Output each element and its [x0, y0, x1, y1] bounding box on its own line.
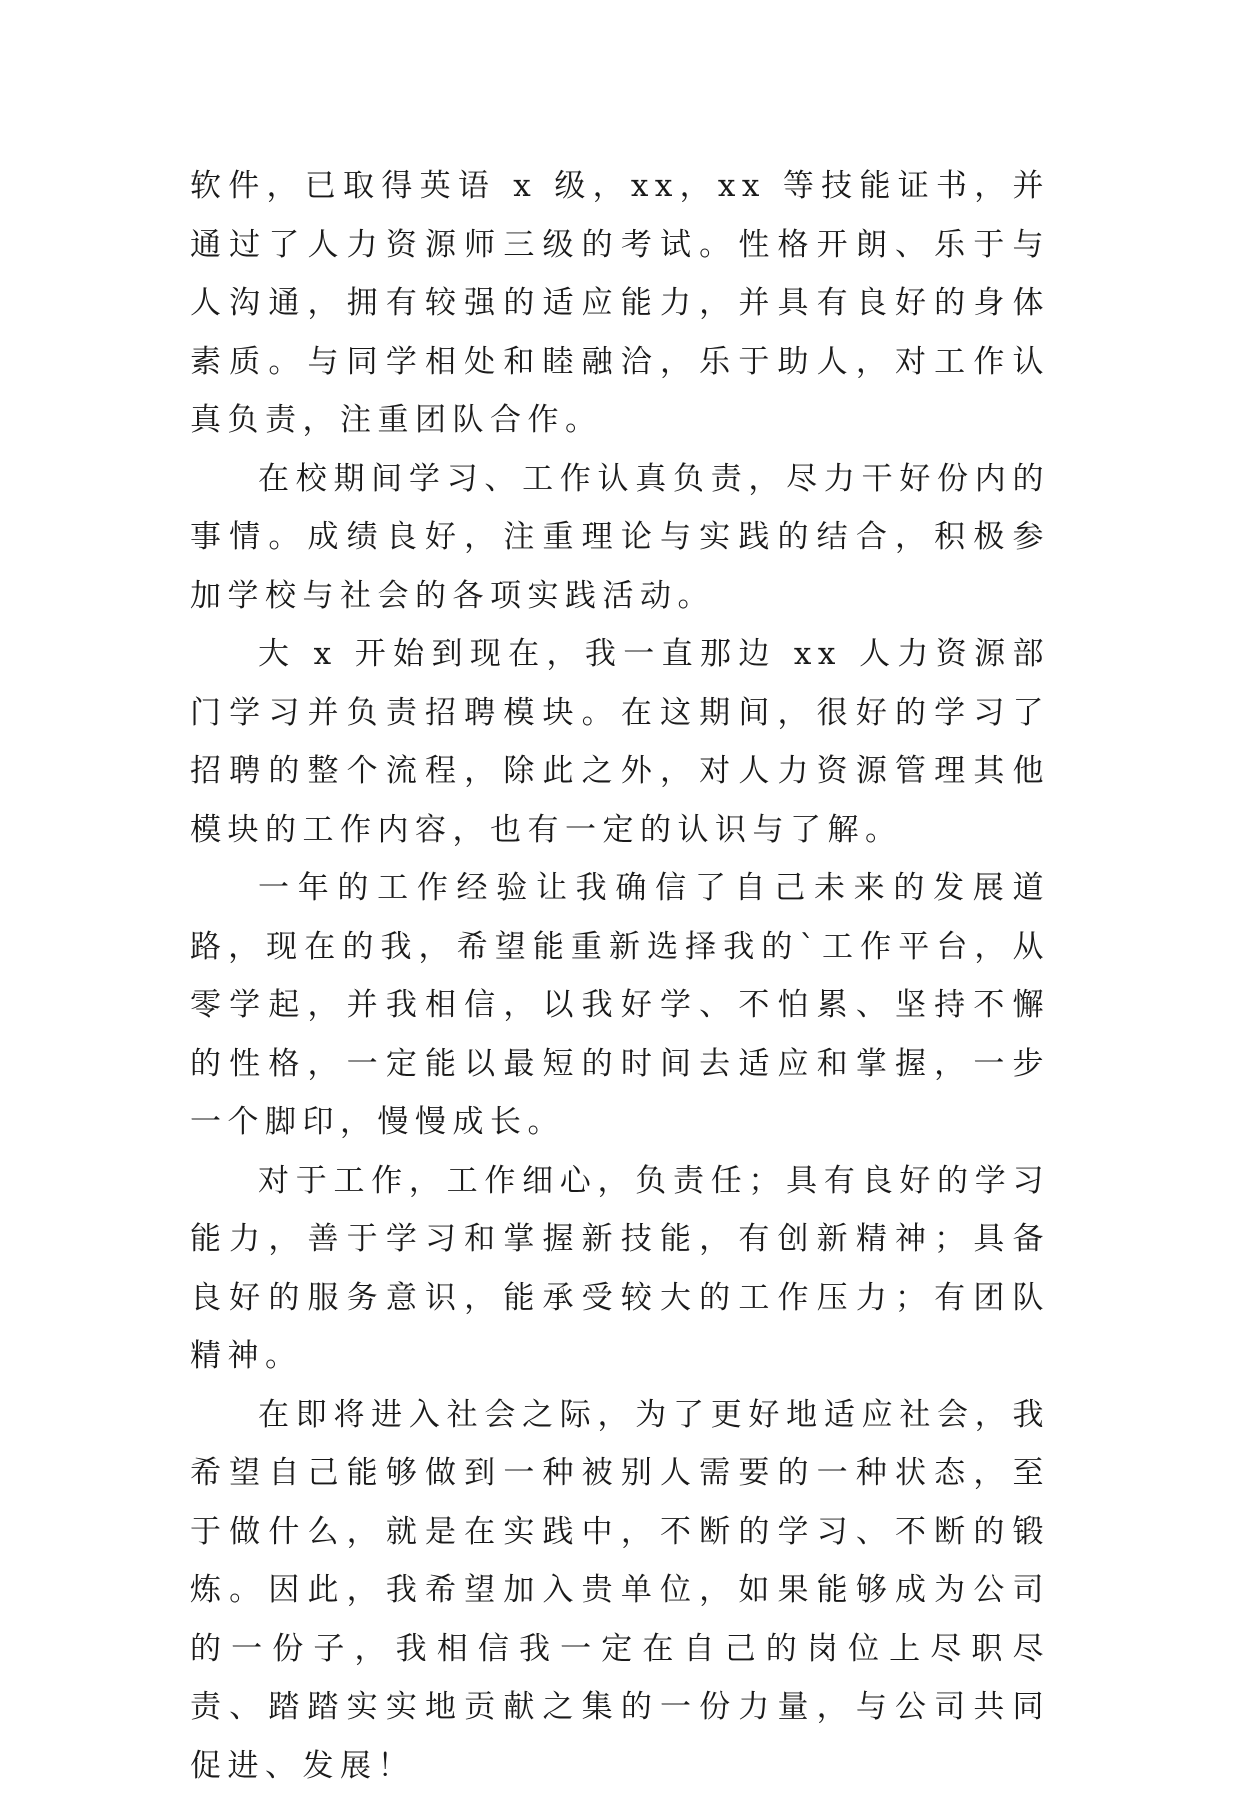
document-body [190, 157, 1050, 1795]
paragraph-school-period: 在校期间学习、工作认真负责，尽力干好份内的事情。成绩良好，注重理论与实践的结合，积极参加学校与社会的各项实践活动。 [190, 450, 1050, 626]
paragraph-hr-experience: 大 x 开始到现在，我一直那边 xx 人力资源部门学习并负责招聘模块。在这期间，很好的学习了招聘的整个流程，除此之外，对人力资源管理其他模块的工作内容，也有一定的认识与了解。 [190, 625, 1050, 859]
paragraph-career-path: 一年的工作经验让我确信了自己未来的发展道路，现在的我，希望能重新选择我的`工作平台，从零学起，并我相信，以我好学、不怕累、坚持不懈的性格，一定能以最短的时间去适应和掌握，一步一个脚印，慢慢成长。 [190, 859, 1050, 1152]
paragraph-continuation: 软件，已取得英语 x 级，xx，xx 等技能证书，并通过了人力资源师三级的考试。性格开朗、乐于与人沟通，拥有较强的适应能力，并具有良好的身体素质。与同学相处和睦融洽，乐于助人，对工作认真负责，注重团队合作。 [190, 157, 1050, 450]
paragraph-work-attitude: 对于工作，工作细心，负责任；具有良好的学习能力，善于学习和掌握新技能，有创新精神；具备良好的服务意识，能承受较大的工作压力；有团队精神。 [190, 1152, 1050, 1386]
paragraph-closing: 在即将进入社会之际，为了更好地适应社会，我希望自己能够做到一种被别人需要的一种状态，至于做什么，就是在实践中，不断的学习、不断的锻炼。因此，我希望加入贵单位，如果能够成为公司的一份子，我相信我一定在自己的岗位上尽职尽责、踏踏实实地贡献之集的一份力量，与公司共同促进、发展！ [190, 1386, 1050, 1795]
